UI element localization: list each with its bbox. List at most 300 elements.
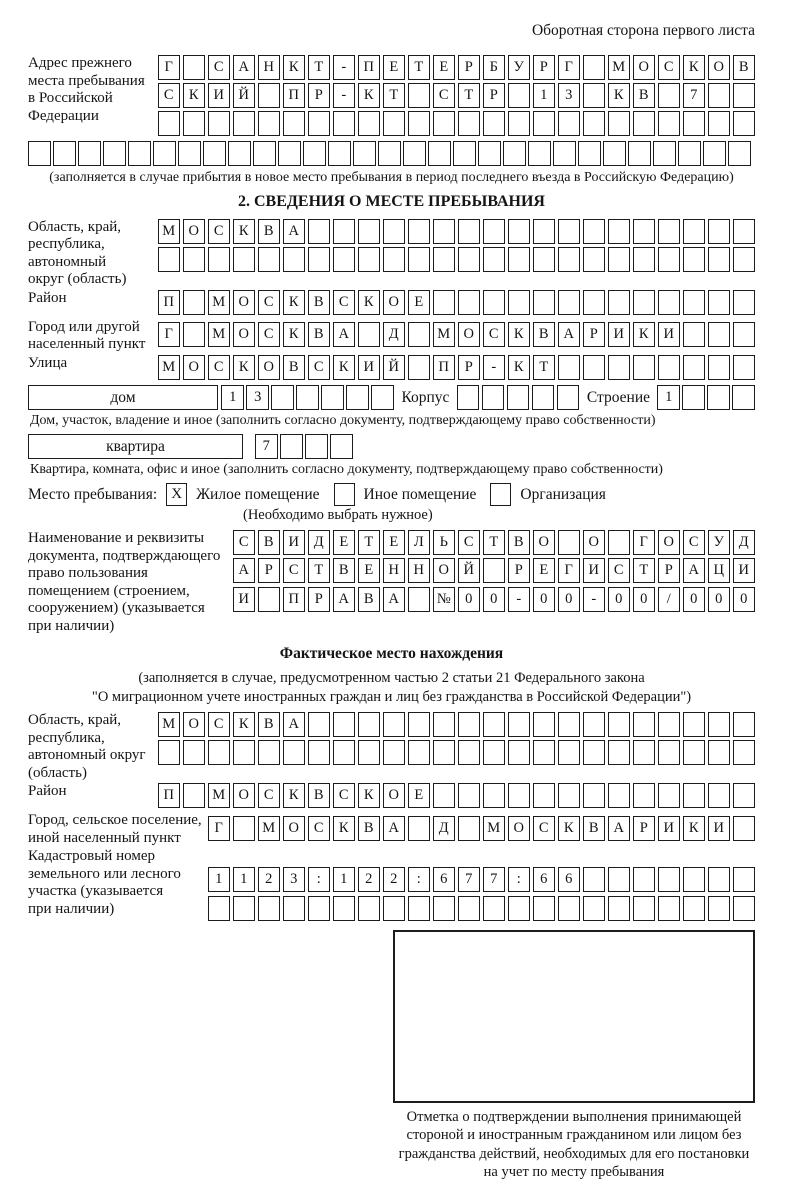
char-box[interactable] (371, 385, 394, 410)
char-box[interactable] (508, 111, 531, 136)
char-box[interactable]: 6 (533, 867, 556, 892)
char-box[interactable]: 7 (683, 83, 706, 108)
char-box[interactable] (458, 816, 481, 841)
char-box[interactable]: Е (533, 558, 556, 583)
char-box[interactable]: М (158, 219, 181, 244)
char-box[interactable] (633, 896, 656, 921)
char-box[interactable]: 1 (221, 385, 244, 410)
char-box[interactable] (333, 111, 356, 136)
char-box[interactable] (683, 111, 706, 136)
char-box[interactable] (658, 83, 681, 108)
char-box[interactable] (708, 896, 731, 921)
char-box[interactable] (733, 816, 756, 841)
char-box[interactable]: В (508, 530, 531, 555)
char-box[interactable]: В (283, 355, 306, 380)
char-box[interactable]: Р (533, 55, 556, 80)
char-box[interactable] (233, 896, 256, 921)
char-box[interactable] (483, 896, 506, 921)
char-box[interactable]: Т (483, 530, 506, 555)
char-box[interactable]: - (333, 55, 356, 80)
char-box[interactable]: Й (458, 558, 481, 583)
char-box[interactable]: Р (583, 322, 606, 347)
char-box[interactable] (403, 141, 426, 166)
organization-checkbox[interactable] (490, 483, 511, 506)
char-box[interactable]: К (608, 83, 631, 108)
char-box[interactable] (458, 740, 481, 765)
char-box[interactable] (633, 355, 656, 380)
char-box[interactable] (453, 141, 476, 166)
char-box[interactable] (508, 712, 531, 737)
char-box[interactable] (508, 247, 531, 272)
char-box[interactable]: Н (258, 55, 281, 80)
char-box[interactable] (408, 712, 431, 737)
char-box[interactable] (508, 219, 531, 244)
char-box[interactable] (283, 111, 306, 136)
char-box[interactable] (732, 385, 755, 410)
char-box[interactable]: К (233, 219, 256, 244)
char-box[interactable]: 0 (708, 587, 731, 612)
char-box[interactable] (408, 896, 431, 921)
char-box[interactable] (558, 355, 581, 380)
char-box[interactable]: У (708, 530, 731, 555)
char-box[interactable]: Е (408, 290, 431, 315)
char-box[interactable]: Т (458, 83, 481, 108)
char-box[interactable] (458, 712, 481, 737)
char-box[interactable]: А (383, 816, 406, 841)
char-box[interactable]: О (583, 530, 606, 555)
char-box[interactable]: М (258, 816, 281, 841)
char-box[interactable] (532, 385, 555, 410)
char-box[interactable]: 1 (333, 867, 356, 892)
char-box[interactable] (608, 896, 631, 921)
char-box[interactable] (583, 355, 606, 380)
char-box[interactable] (283, 896, 306, 921)
char-box[interactable]: Й (383, 355, 406, 380)
char-box[interactable]: Д (733, 530, 756, 555)
char-box[interactable] (633, 783, 656, 808)
char-box[interactable]: С (608, 558, 631, 583)
char-box[interactable]: О (383, 783, 406, 808)
char-box[interactable]: С (308, 816, 331, 841)
char-box[interactable] (583, 219, 606, 244)
char-box[interactable] (433, 247, 456, 272)
char-box[interactable] (533, 290, 556, 315)
char-box[interactable]: Т (408, 55, 431, 80)
char-box[interactable] (358, 247, 381, 272)
char-box[interactable] (183, 247, 206, 272)
char-box[interactable] (507, 385, 530, 410)
char-box[interactable]: : (308, 867, 331, 892)
char-box[interactable] (383, 219, 406, 244)
char-box[interactable] (708, 867, 731, 892)
char-box[interactable]: Г (158, 322, 181, 347)
char-box[interactable] (733, 111, 756, 136)
char-box[interactable]: С (433, 83, 456, 108)
char-box[interactable] (733, 219, 756, 244)
char-box[interactable] (458, 290, 481, 315)
char-box[interactable] (683, 247, 706, 272)
char-box[interactable]: Ь (433, 530, 456, 555)
char-box[interactable] (608, 712, 631, 737)
char-box[interactable] (483, 783, 506, 808)
char-box[interactable] (683, 896, 706, 921)
char-box[interactable]: К (233, 355, 256, 380)
char-box[interactable] (633, 712, 656, 737)
char-box[interactable] (658, 740, 681, 765)
char-box[interactable] (608, 740, 631, 765)
char-box[interactable]: 0 (458, 587, 481, 612)
char-box[interactable] (483, 740, 506, 765)
char-box[interactable] (183, 290, 206, 315)
char-box[interactable]: О (233, 322, 256, 347)
char-box[interactable]: В (633, 83, 656, 108)
char-box[interactable]: Л (408, 530, 431, 555)
char-box[interactable]: В (533, 322, 556, 347)
char-box[interactable]: И (658, 322, 681, 347)
char-box[interactable] (733, 783, 756, 808)
char-box[interactable]: - (508, 587, 531, 612)
char-box[interactable] (633, 867, 656, 892)
char-box[interactable]: О (183, 355, 206, 380)
char-box[interactable] (708, 290, 731, 315)
char-box[interactable] (271, 385, 294, 410)
char-box[interactable] (533, 740, 556, 765)
char-box[interactable]: 3 (558, 83, 581, 108)
char-box[interactable] (208, 896, 231, 921)
char-box[interactable]: С (208, 712, 231, 737)
char-box[interactable] (733, 290, 756, 315)
char-box[interactable] (408, 355, 431, 380)
char-box[interactable]: Е (333, 530, 356, 555)
char-box[interactable] (578, 141, 601, 166)
char-box[interactable] (208, 111, 231, 136)
char-box[interactable] (683, 783, 706, 808)
char-box[interactable] (583, 247, 606, 272)
char-box[interactable] (308, 247, 331, 272)
char-box[interactable] (682, 385, 705, 410)
char-box[interactable]: Р (308, 83, 331, 108)
char-box[interactable]: Р (633, 816, 656, 841)
char-box[interactable]: М (608, 55, 631, 80)
char-box[interactable]: К (683, 55, 706, 80)
char-box[interactable]: М (483, 816, 506, 841)
char-box[interactable] (708, 740, 731, 765)
char-box[interactable]: В (258, 530, 281, 555)
char-box[interactable] (358, 740, 381, 765)
char-box[interactable] (583, 712, 606, 737)
char-box[interactable] (178, 141, 201, 166)
char-box[interactable]: К (508, 355, 531, 380)
char-box[interactable] (508, 783, 531, 808)
char-box[interactable] (330, 434, 353, 459)
char-box[interactable]: Р (458, 355, 481, 380)
char-box[interactable]: И (708, 816, 731, 841)
residential-checkbox[interactable]: X (166, 483, 187, 506)
char-box[interactable]: О (283, 816, 306, 841)
char-box[interactable] (233, 740, 256, 765)
char-box[interactable] (508, 896, 531, 921)
char-box[interactable] (628, 141, 651, 166)
char-box[interactable]: А (233, 558, 256, 583)
char-box[interactable]: К (283, 290, 306, 315)
char-box[interactable] (707, 385, 730, 410)
char-box[interactable] (483, 247, 506, 272)
char-box[interactable] (633, 219, 656, 244)
char-box[interactable] (346, 385, 369, 410)
char-box[interactable] (533, 712, 556, 737)
char-box[interactable] (128, 141, 151, 166)
char-box[interactable] (558, 712, 581, 737)
char-box[interactable] (433, 290, 456, 315)
char-box[interactable]: В (733, 55, 756, 80)
char-box[interactable]: 2 (258, 867, 281, 892)
char-box[interactable]: С (683, 530, 706, 555)
char-box[interactable] (508, 83, 531, 108)
char-box[interactable] (428, 141, 451, 166)
char-box[interactable]: А (383, 587, 406, 612)
char-box[interactable] (333, 219, 356, 244)
char-box[interactable]: К (358, 783, 381, 808)
char-box[interactable]: М (158, 712, 181, 737)
char-box[interactable] (433, 740, 456, 765)
char-box[interactable]: О (183, 219, 206, 244)
char-box[interactable] (533, 896, 556, 921)
char-box[interactable]: А (558, 322, 581, 347)
char-box[interactable]: К (283, 55, 306, 80)
char-box[interactable]: В (308, 290, 331, 315)
char-box[interactable]: А (233, 55, 256, 80)
char-box[interactable] (333, 712, 356, 737)
char-box[interactable] (433, 896, 456, 921)
char-box[interactable] (558, 219, 581, 244)
char-box[interactable]: И (658, 816, 681, 841)
char-box[interactable]: М (158, 355, 181, 380)
char-box[interactable] (183, 111, 206, 136)
char-box[interactable]: А (333, 322, 356, 347)
char-box[interactable]: Р (308, 587, 331, 612)
char-box[interactable] (482, 385, 505, 410)
char-box[interactable]: 7 (458, 867, 481, 892)
char-box[interactable]: У (508, 55, 531, 80)
char-box[interactable]: С (208, 219, 231, 244)
char-box[interactable]: К (358, 290, 381, 315)
char-box[interactable] (433, 111, 456, 136)
char-box[interactable]: А (283, 219, 306, 244)
char-box[interactable]: К (283, 783, 306, 808)
char-box[interactable] (558, 783, 581, 808)
char-box[interactable]: О (708, 55, 731, 80)
char-box[interactable] (183, 783, 206, 808)
char-box[interactable] (383, 712, 406, 737)
char-box[interactable] (658, 111, 681, 136)
char-box[interactable] (258, 740, 281, 765)
char-box[interactable] (683, 290, 706, 315)
char-box[interactable] (608, 867, 631, 892)
char-box[interactable]: Р (658, 558, 681, 583)
char-box[interactable]: И (733, 558, 756, 583)
char-box[interactable] (683, 219, 706, 244)
char-box[interactable] (408, 247, 431, 272)
char-box[interactable]: Д (308, 530, 331, 555)
char-box[interactable] (533, 783, 556, 808)
char-box[interactable]: В (308, 783, 331, 808)
char-box[interactable]: 1 (533, 83, 556, 108)
char-box[interactable] (503, 141, 526, 166)
char-box[interactable]: Г (208, 816, 231, 841)
char-box[interactable] (603, 141, 626, 166)
char-box[interactable]: М (433, 322, 456, 347)
char-box[interactable]: С (308, 355, 331, 380)
char-box[interactable] (583, 896, 606, 921)
char-box[interactable]: Е (383, 530, 406, 555)
char-box[interactable] (208, 247, 231, 272)
char-box[interactable]: М (208, 783, 231, 808)
char-box[interactable] (583, 867, 606, 892)
char-box[interactable] (633, 111, 656, 136)
char-box[interactable]: Р (508, 558, 531, 583)
char-box[interactable] (358, 896, 381, 921)
char-box[interactable]: С (658, 55, 681, 80)
char-box[interactable] (658, 290, 681, 315)
char-box[interactable] (483, 111, 506, 136)
char-box[interactable]: 1 (233, 867, 256, 892)
char-box[interactable]: С (208, 55, 231, 80)
char-box[interactable] (533, 111, 556, 136)
char-box[interactable]: И (233, 587, 256, 612)
char-box[interactable] (103, 141, 126, 166)
char-box[interactable]: С (258, 322, 281, 347)
char-box[interactable] (433, 783, 456, 808)
char-box[interactable] (708, 322, 731, 347)
char-box[interactable] (733, 896, 756, 921)
char-box[interactable]: Р (458, 55, 481, 80)
char-box[interactable] (508, 740, 531, 765)
char-box[interactable]: 2 (358, 867, 381, 892)
char-box[interactable]: А (283, 712, 306, 737)
char-box[interactable]: Г (558, 558, 581, 583)
char-box[interactable] (383, 740, 406, 765)
char-box[interactable]: К (233, 712, 256, 737)
char-box[interactable] (258, 111, 281, 136)
char-box[interactable]: М (208, 290, 231, 315)
char-box[interactable] (408, 740, 431, 765)
char-box[interactable]: Т (308, 558, 331, 583)
char-box[interactable] (708, 712, 731, 737)
char-box[interactable]: К (683, 816, 706, 841)
char-box[interactable]: В (358, 587, 381, 612)
char-box[interactable] (308, 740, 331, 765)
char-box[interactable]: К (333, 355, 356, 380)
char-box[interactable] (708, 83, 731, 108)
char-box[interactable] (658, 247, 681, 272)
char-box[interactable]: П (433, 355, 456, 380)
char-box[interactable] (708, 355, 731, 380)
char-box[interactable] (296, 385, 319, 410)
char-box[interactable]: О (258, 355, 281, 380)
char-box[interactable] (383, 247, 406, 272)
char-box[interactable] (733, 83, 756, 108)
char-box[interactable]: 3 (246, 385, 269, 410)
char-box[interactable] (305, 434, 328, 459)
char-box[interactable]: С (483, 322, 506, 347)
char-box[interactable]: Т (358, 530, 381, 555)
char-box[interactable]: К (333, 816, 356, 841)
char-box[interactable] (458, 111, 481, 136)
char-box[interactable] (533, 219, 556, 244)
char-box[interactable]: Е (433, 55, 456, 80)
char-box[interactable] (328, 141, 351, 166)
char-box[interactable] (308, 219, 331, 244)
char-box[interactable]: Т (533, 355, 556, 380)
char-box[interactable]: Т (633, 558, 656, 583)
char-box[interactable] (308, 712, 331, 737)
char-box[interactable] (528, 141, 551, 166)
char-box[interactable]: П (158, 290, 181, 315)
char-box[interactable] (558, 896, 581, 921)
char-box[interactable]: 6 (558, 867, 581, 892)
char-box[interactable] (358, 322, 381, 347)
char-box[interactable]: Е (383, 55, 406, 80)
char-box[interactable] (358, 111, 381, 136)
char-box[interactable]: К (633, 322, 656, 347)
char-box[interactable] (303, 141, 326, 166)
char-box[interactable] (583, 111, 606, 136)
char-box[interactable]: Д (383, 322, 406, 347)
char-box[interactable] (608, 247, 631, 272)
char-box[interactable]: Б (483, 55, 506, 80)
char-box[interactable] (733, 322, 756, 347)
char-box[interactable]: Г (158, 55, 181, 80)
char-box[interactable] (658, 219, 681, 244)
char-box[interactable] (633, 740, 656, 765)
char-box[interactable]: В (358, 816, 381, 841)
char-box[interactable]: М (208, 322, 231, 347)
char-box[interactable] (253, 141, 276, 166)
char-box[interactable]: 0 (733, 587, 756, 612)
char-box[interactable] (53, 141, 76, 166)
char-box[interactable] (683, 355, 706, 380)
char-box[interactable] (258, 587, 281, 612)
char-box[interactable] (558, 247, 581, 272)
char-box[interactable]: П (283, 587, 306, 612)
char-box[interactable] (358, 712, 381, 737)
char-box[interactable]: К (183, 83, 206, 108)
char-box[interactable] (558, 530, 581, 555)
char-box[interactable]: О (508, 816, 531, 841)
other-premises-checkbox[interactable] (334, 483, 355, 506)
char-box[interactable]: 1 (208, 867, 231, 892)
char-box[interactable] (233, 816, 256, 841)
char-box[interactable]: : (408, 867, 431, 892)
char-box[interactable]: Д (433, 816, 456, 841)
char-box[interactable]: Е (358, 558, 381, 583)
char-box[interactable] (608, 783, 631, 808)
char-box[interactable] (683, 867, 706, 892)
char-box[interactable] (733, 247, 756, 272)
char-box[interactable] (483, 712, 506, 737)
char-box[interactable] (258, 896, 281, 921)
char-box[interactable]: 0 (608, 587, 631, 612)
char-box[interactable] (633, 290, 656, 315)
char-box[interactable] (508, 290, 531, 315)
char-box[interactable] (208, 740, 231, 765)
char-box[interactable] (608, 355, 631, 380)
char-box[interactable]: О (233, 783, 256, 808)
char-box[interactable] (408, 587, 431, 612)
char-box[interactable] (433, 712, 456, 737)
char-box[interactable]: С (533, 816, 556, 841)
char-box[interactable] (308, 111, 331, 136)
